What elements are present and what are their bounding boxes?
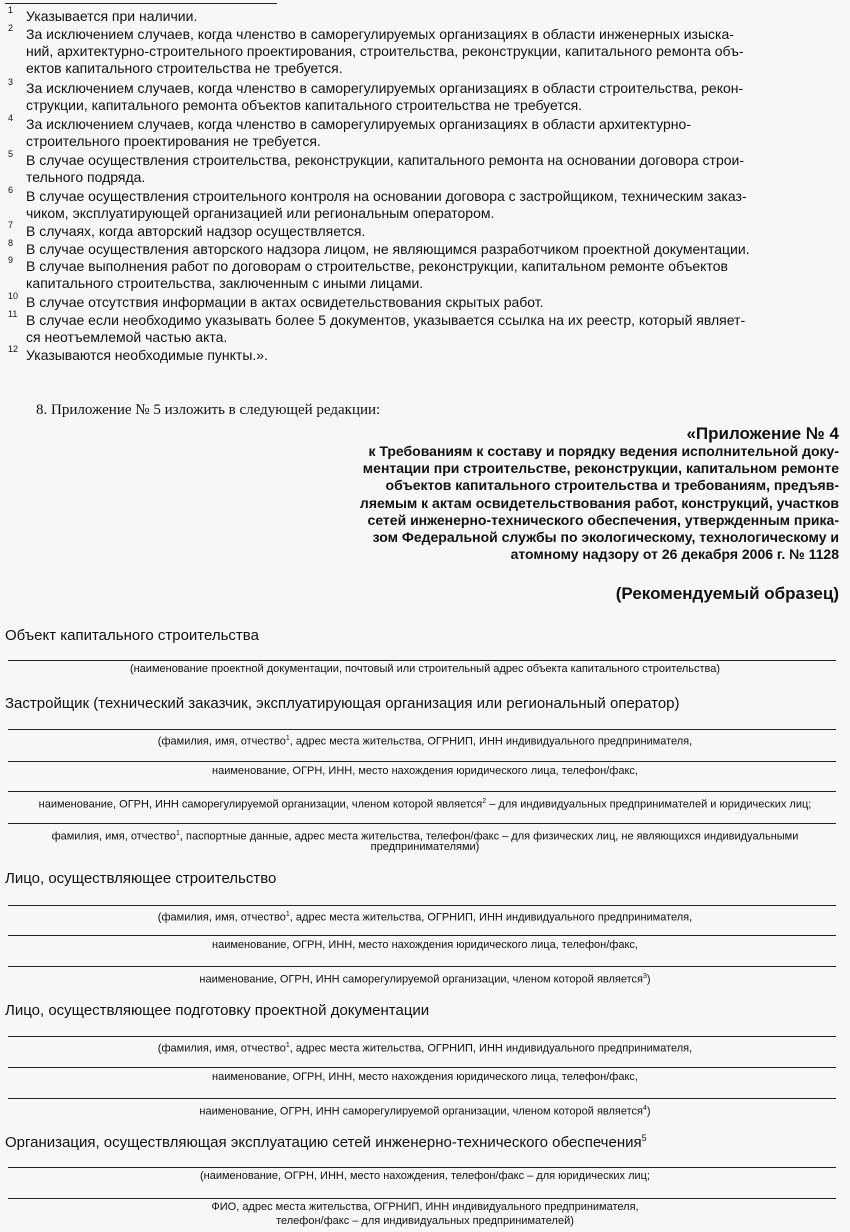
appendix-line: ментации при строительстве, реконструкции, капитальном ремонте	[362, 460, 839, 477]
fill-line	[8, 1067, 836, 1068]
fill-line	[8, 660, 836, 661]
fill-line	[8, 1036, 836, 1037]
field-caption: фамилия, имя, отчество$^1$, паспортные данные, адрес места жительства, телефон/факс – для физических лиц, не являющихся индивидуальными	[51, 830, 799, 843]
appendix-heading: «Приложение № 4	[686, 424, 839, 443]
field-caption: наименование, ОГРН, ИНН, место нахождения юридического лица, телефон/факс,	[212, 939, 638, 951]
section-title-operator: Организация, осуществляющая эксплуатацию сетей инженерно-технического обеспечения$^5$	[5, 1133, 647, 1151]
fill-line	[8, 966, 836, 967]
field-caption-tail: телефон/факс – для индивидуальных предпринимателей)	[276, 1215, 574, 1227]
sample-label: (Рекомендуемый образец)	[615, 584, 839, 603]
fill-line	[8, 791, 836, 792]
field-caption: (фамилия, имя, отчество$^1$, адрес места жительства, ОГРНИП, ИНН индивидуального предпринимателя,	[157, 735, 693, 748]
appendix-header	[360, 424, 839, 563]
fill-line	[8, 935, 836, 936]
field-caption: наименование, ОГРН, ИНН саморегулируемой организации, членом которой является$^3$)	[199, 973, 651, 986]
fill-line	[8, 729, 836, 730]
field-caption: наименование, ОГРН, ИНН саморегулируемой организации, членом которой является$^2$ – для индивидуальных предпринимателей и юридических лиц;	[38, 798, 812, 811]
field-caption: (наименование, ОГРН, ИНН, место нахождения, телефон/факс – для юридических лиц;	[199, 1170, 651, 1182]
fill-line	[8, 823, 836, 824]
section-title-developer: Застройщик (технический заказчик, эксплуатирующая организация или региональный оператор)	[5, 695, 680, 712]
field-caption-tail: предпринимателями)	[370, 841, 480, 853]
footnote-separator	[5, 3, 277, 4]
appendix-line: сетей инженерно-технического обеспечения, утвержденным прика-	[367, 511, 839, 528]
fill-line	[8, 761, 836, 762]
section-title-designer: Лицо, осуществляющее подготовку проектной документации	[5, 1002, 430, 1019]
fill-line	[8, 1198, 836, 1199]
fill-line	[8, 1167, 836, 1168]
field-caption: (наименование проектной документации, почтовый или строительный адрес объекта капитального строительства)	[129, 663, 721, 675]
fill-line	[8, 905, 836, 906]
fill-line	[8, 1098, 836, 1099]
amendment-item-8: 8. Приложение № 5 изложить в следующей редакции:	[36, 402, 381, 418]
appendix-line: зом Федеральной службы по экологическому, технологическому и	[372, 529, 839, 546]
appendix-line: объектов капитального строительства и требованиям, предъяв-	[385, 477, 839, 494]
field-caption: наименование, ОГРН, ИНН, место нахождения юридического лица, телефон/факс,	[212, 765, 638, 777]
appendix-line: ляемым к актам освидетельствования работ, конструкций, участков	[359, 494, 839, 511]
field-caption: ФИО, адрес места жительства, ОГРНИП, ИНН индивидуального предпринимателя,	[211, 1201, 639, 1213]
section-title-object: Объект капитального строительства	[5, 627, 259, 644]
appendix-line: к Требованиям к составу и порядку ведения исполнительной доку-	[368, 443, 839, 459]
appendix-line: атомному надзору от 26 декабря 2006 г. № 1128	[510, 546, 839, 563]
field-caption: (фамилия, имя, отчество$^1$, адрес места жительства, ОГРНИП, ИНН индивидуального предпринимателя,	[157, 911, 693, 924]
section-title-builder: Лицо, осуществляющее строительство	[5, 870, 277, 887]
field-caption: (фамилия, имя, отчество$^1$, адрес места жительства, ОГРНИП, ИНН индивидуального предпринимателя,	[157, 1042, 693, 1055]
field-caption: наименование, ОГРН, ИНН, место нахождения юридического лица, телефон/факс,	[212, 1071, 638, 1083]
field-caption: наименование, ОГРН, ИНН саморегулируемой организации, членом которой является$^4$)	[199, 1105, 651, 1118]
